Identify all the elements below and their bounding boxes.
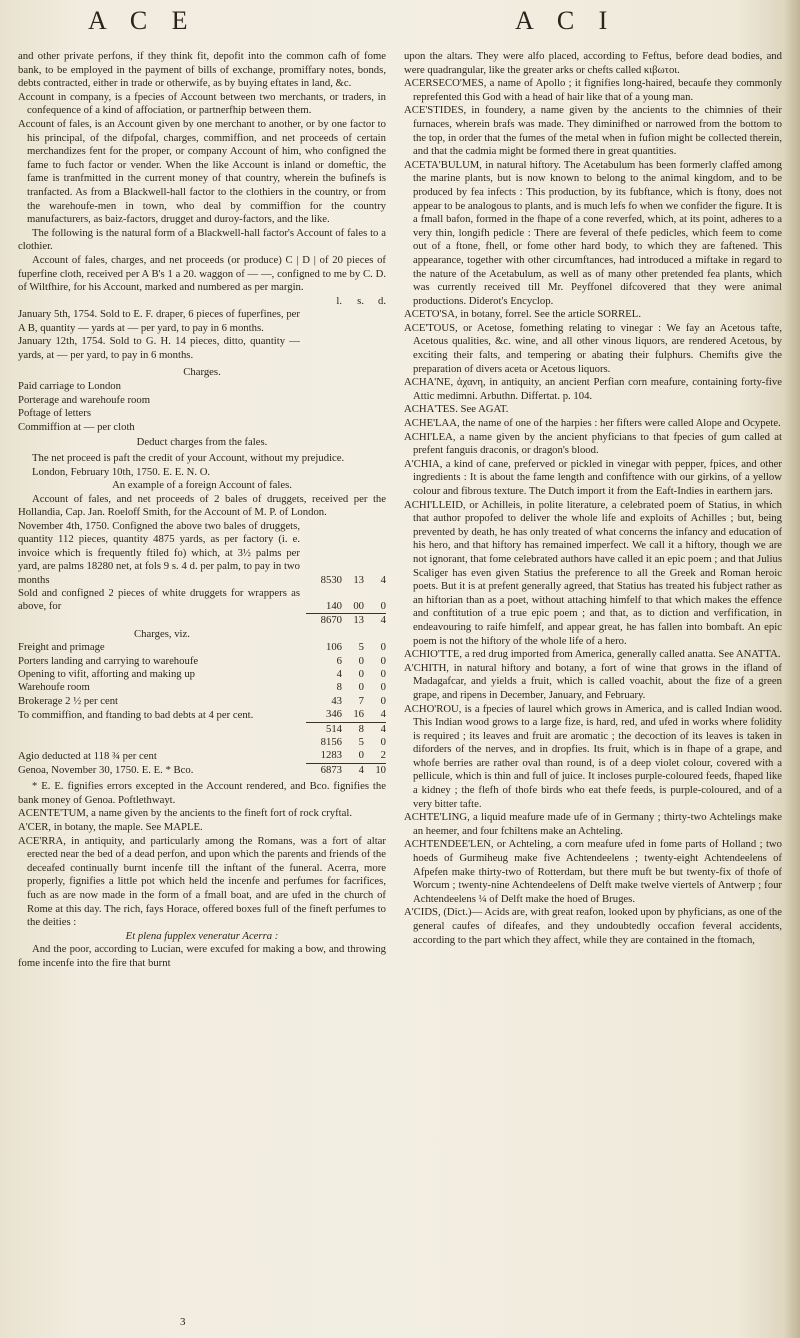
shillings: 0	[358, 681, 364, 694]
pence: 0	[380, 599, 386, 612]
pence: 0	[380, 667, 386, 680]
account-row	[18, 587, 386, 614]
charge-item: Porterage and warehoufe room	[18, 393, 151, 406]
page-header	[0, 0, 800, 48]
paragraph: The net proceed is paft the credit of your Account, without my prejudice.	[32, 452, 345, 465]
entry-achilleid: ACHI'LLEID, or Achilleis, in polite literature, a celebrated poem of Statius, in which that author propofed to deliver the whole life and exploits of Achilles ; but, being prevented by death, he has only treated of what concerns the infancy and education of his hero, and that hiftory has remained imperfect. We call it a hiftory, though we are not ignorant, that fome celebrated authors have called it an epic poem ; and that Julius Scaliger has even given Statius the preference to all the Greek and Roman heroic poets. But it is at prefent generally agreed, that Statius has treated his fubject rather as an hiftorian than as a poet, without attaching himfelf to that which makes the effence and conftitution of a true epic poem ; and that, as to diction and verfification, in endeavouring to raife himfelf, and appear great, he has fallen into bombaft. An epic poem is not the hiftory of the whole life of a hero.	[404, 498, 782, 647]
charge-item: Porters landing and carrying to warehoufe	[18, 654, 199, 667]
account-item: November 4th, 1750. Configned the above two bales of druggets, quantity 112 pieces, quantity 4875 yards, as per factory (i. e. invoice which is frequently ftiled fo) which, at 3½ palms per yard, are palms 18280 net, at fols 9 s. 4 d. per palm, to pay in two months	[18, 520, 300, 586]
entry-acetosa: ACETO'SA, in botany, forrel. See the article SORREL.	[404, 308, 642, 321]
entry-achilea: ACHI'LEA, a name given by the ancient phyficians to that fpecies of gum called at prefent fanguis draconis, or dragon's blood.	[404, 430, 782, 457]
pounds: 43	[331, 694, 342, 707]
charge-item: Warehoufe room	[18, 681, 90, 694]
shillings: 7	[358, 694, 364, 707]
pence: 4	[380, 708, 386, 721]
agio-row	[18, 749, 386, 763]
paragraph: And the poor, according to Lucian, were excufed for making a bow, and throwing fome incenfe into the fire that burnt	[18, 943, 386, 969]
pounds: 8670	[306, 614, 342, 628]
sale-entry: January 5th, 1754. Sold to E. F. draper, 6 pieces of fuperfines, per A B, quantity — yards at — per yard, to pay in 6 months.	[18, 308, 300, 334]
subtotal-row	[18, 722, 386, 736]
paragraph: The following is the natural form of a Blackwell-hall factor's Account of fales to a clothier.	[18, 226, 386, 253]
foreign-account-table	[18, 520, 386, 777]
entry-acerra: ACE'RRA, in antiquity, and particularly among the Romans, was a fort of altar erected near the bed of a dead perfon, and upon which the parents and friends of the deceafed continually burnt incenfe till the inftant of the funeral. Acerra, more properly, fignifies a little pot which held the incenfe and perfumes for facrifices, fuch as are now made in the form of a fmall boat, and are ufed in the church of Rome at this day. The rich, fays Horace, offered boxes full of the fineft perfumes to the deities :	[18, 834, 386, 929]
agio-label: Agio deducted at 118 ¾ per cent	[18, 749, 157, 762]
entry-achith: A'CHITH, in natural hiftory and botany, a fort of wine that grows in the ifland of Madagafcar, and yields a fruit, which is called voachit, about the fize of a green grape, and ripens in December, January, and February.	[404, 661, 782, 701]
shillings-label: s.	[357, 294, 364, 307]
pence: 2	[380, 749, 386, 762]
entry-achteling: ACHTE'LING, a liquid meafure made ufe of in Germany ; thirty-two Achtelings make an heemer, and four fchiltens make an Achteling.	[404, 811, 782, 837]
entry-achates: ACHA'TES. See AGAT.	[404, 403, 509, 416]
shillings: 13	[342, 614, 364, 628]
pounds: 140	[325, 599, 342, 612]
entry-account-in-company: Account in company, is a fpecies of Account between two merchants, or traders, in confequence of a kind of affociation, or partnerfhip between them.	[18, 90, 386, 117]
pence: 4	[380, 573, 386, 586]
paragraph: upon the altars. They were alfo placed, according to Feftus, before dead bodies, and were quadrangular, like the greater arks or chefts called κιβωτοι.	[404, 50, 782, 76]
entry-achane: ACHA'NE, ἀχανη, in antiquity, an ancient Perfian corn meafure, containing forty-five Attic medimni. Arbuthn. Differtat. p. 104.	[404, 376, 782, 402]
pounds-label: l.	[336, 294, 342, 307]
genoa-dateline: Genoa, November 30, 1750. E. E. * Bco.	[18, 763, 194, 776]
dateline: London, February 10th, 1750. E. E. N. O.	[32, 465, 211, 478]
entry-acentetum: ACENTE'TUM, a name given by the ancients to the fineft fort of rock cryftal.	[18, 807, 353, 820]
charge-row	[18, 641, 386, 654]
shillings: 0	[358, 749, 364, 762]
pounds: 8156	[320, 736, 342, 748]
charges-viz: Charges, viz.	[134, 627, 190, 640]
entry-achiotte: ACHIO'TTE, a red drug imported from America, generally called anatta. See ANATTA.	[404, 648, 781, 661]
paragraph: Account of fales, and net proceeds of 2 bales of druggets, received per the Hollandia, Cap. Jan. Roeloff Smith, for the Account of M. P. of London.	[18, 492, 386, 519]
subtotal-row	[18, 614, 386, 628]
right-column	[404, 50, 782, 947]
paragraph: Account of fales, charges, and net proceeds (or produce) C | D | of 20 pieces of fuperfine cloth, received per A B's 1 a 20. waggon of — —, configned to me by C. D. of Wiltfhire, for his Account, marked and numbered as per margin.	[18, 253, 386, 294]
entry-acids: A'CIDS, (Dict.)— Acids are, with great reafon, looked upon by phyficians, as one of the general caufes of difeafes, and they undoubtedly occafion feveral accidents, according to the part which they affect, while they are contained in the ftomach,	[404, 906, 782, 946]
pence: 0	[380, 654, 386, 667]
lsd-header	[18, 295, 386, 308]
charge-row	[18, 695, 386, 708]
charge-item: Opening to vifit, afforting and making up	[18, 667, 196, 680]
footnote: * E. E. fignifies errors excepted in the Account rendered, and Bco. fignifies the bank money of Genoa. Poftlethwayt.	[18, 780, 386, 806]
pounds: 1283	[320, 749, 342, 762]
charge-row	[18, 708, 386, 722]
entry-acersecomes: ACERSECO'MES, a name of Apollo ; it fignifies long-haired, becaufe they commonly reprefented this God with a head of hair like that of a young man.	[404, 77, 782, 103]
shillings: 4	[342, 763, 364, 777]
pounds: 6873	[306, 763, 342, 777]
charge-item: Brokerage 2 ½ per cent	[18, 694, 119, 707]
pounds: 8	[336, 681, 342, 694]
shillings: 0	[358, 654, 364, 667]
latin-quotation: Et plena fupplex veneratur Acerra :	[125, 929, 279, 942]
pounds: 106	[325, 641, 342, 654]
entry-acestides: ACE'STIDES, in foundery, a name given by the ancients to the chimnies of their furnaces, wherein brafs was made. They diminifhed or narrowed from the bottom to the top, in order that the fumes of the metal when in fufion might be collected therein, and that the cadmia might be formed there in great quantities.	[404, 104, 782, 158]
pence: 10	[364, 763, 386, 777]
pence: 0	[380, 694, 386, 707]
pence: 4	[364, 722, 386, 736]
entry-acetous: ACE'TOUS, or Acetose, fomething relating to vinegar : We fay an Acetous tafte, Acetous qualities, &c. wine, and all other vinous liquors, are rendered Acetous, by exciting their falts, and tempering or abating their fulphurs. Chemifts give the preparation of divers aceta or Acetous liquors.	[404, 321, 782, 375]
section-heading: An example of a foreign Account of fales.	[112, 479, 292, 492]
charge-item: Commiffion at — per cloth	[18, 420, 135, 433]
shillings: 0	[358, 667, 364, 680]
entry-achorou: ACHO'ROU, is a fpecies of laurel which grows in America, and is called Indian wood. This Indian wood grows to a large fize, is hard, red, and ufed in works where folidity is required ; its leaves and fruit are aromatic ; the decoction of its leaves is taken in diforders of the nerves, and in dropfies. Its fruit, which is in fhape of a grape, and whofe berries are rather oval than round, is of a deep violet colour, covered with a pellicule, which is thin and full of juice. It incloses purple-coloured feeds, fhaped like a kidney ; the flefh of thofe birds who eat thefe feeds, is purple-coloured, and of a very bitter tafte.	[404, 702, 782, 810]
pence: 0	[380, 681, 386, 694]
subtotal-row	[18, 736, 386, 749]
pounds: 6	[336, 654, 342, 667]
running-head-left: A C E	[88, 6, 197, 35]
deduct-charges: Deduct charges from the fales.	[136, 436, 268, 449]
shillings: 13	[353, 573, 364, 586]
pence: 4	[364, 614, 386, 628]
entry-account-of-sales: Account of fales, is an Account given by one merchant to another, or by one factor to his principal, of the difpofal, charges, commiffion, and net proceeds of certain merchandizes fent for the proper, or company Account of him, who configned the fame to fuch factor or vender. When the like Account is inland or domeftic, the fame is tranfmitted in the current money of that country, wherein the bufinefs is tranfacted. As from a Blackwell-hall factor to the clothiers in the country, or from the warehoufe-men in town, who deal by commiffion for the country manufacturers, as baiz-factors, drugget and duroy-factors, and the like.	[18, 117, 386, 226]
entry-achtendeelen: ACHTENDEE'LEN, or Achteling, a corn meafure ufed in fome parts of Holland ; two hoeds of Gurmiheug make five Achtendeelens ; twenty-eight Achtendeelens of Afpefen make thirty-two of Rotterdam, but there muft be but twenty-fix of thofe of Worcum ; twenty-nine Achtendeelens of Delft make twelve viertels of Antwerp ; four Achtendeelens ¼ of Delft make the hoed of Bruges.	[404, 838, 782, 905]
account-row	[18, 520, 386, 587]
entry-acer: A'CER, in botany, the maple. See MAPLE.	[18, 821, 203, 833]
charge-row	[18, 655, 386, 668]
charge-row	[18, 668, 386, 681]
entry-achelaa: ACHE'LAA, the name of one of the harpies : her fifters were called Alope and Ocypete.	[404, 417, 781, 430]
shillings: 5	[358, 641, 364, 654]
shillings: 16	[353, 708, 364, 721]
paragraph: and other private perfons, if they think fit, depofit into the common cafh of fome bank, to be employed in the payment of bills of exchange, promiffary notes, bonds, debts contracted, either in trade or otherwife, as by buying eftates in land, &c.	[18, 50, 386, 90]
page-edge-shadow	[784, 0, 800, 1338]
account-item: Sold and configned 2 pieces of white druggets for wrappers as above, for	[18, 587, 300, 613]
shillings: 8	[342, 722, 364, 736]
charge-row	[18, 681, 386, 694]
entry-achia: A'CHIA, a kind of cane, preferved or pickled in vinegar with pepper, fpices, and other ingredients : It is about the fame length and confiftence with our girkins, of a yellow colour and fibrous texture. The Dutch import it from the Eaft-Indies in earthern jars.	[404, 457, 782, 497]
charge-item: Poftage of letters	[18, 407, 92, 420]
pence-label: d.	[377, 294, 386, 307]
charge-item: Freight and primage	[18, 641, 105, 654]
entry-acetabulum: ACETA'BULUM, in natural hiftory. The Acetabulum has been formerly claffed among the marine plants, but is now known to belong to the animal kingdom, and to be produced by fea infects : This production, by its fubftance, which is ftony, does not appear to be analogous to plants, and is much lefs fo when we confider the figure. It is a fmall bafon, formed in the fhape of a cone reverfed, which, at its point, adheres to a very thin, longifh pedicle : There are feveral of thefe pedicles, which feem to come out of a ftone, fhell, or fome other hard body, to which they are faftened. This appearance, together with other circumftances, had introduced a miftake in regard to the nature of the Acetabulum, as well as of many other pretended fea plants, which was currently received till Mr. Peyffonel difcovered that they were animal productions. Diderot's Encyclop.	[404, 158, 782, 307]
pence: 0	[380, 641, 386, 654]
pounds: 514	[306, 722, 342, 736]
shillings: 00	[353, 599, 364, 612]
sale-entry: January 12th, 1754. Sold to G. H. 14 pieces, ditto, quantity — yards, at — per yard, to pay in 6 months.	[18, 335, 300, 361]
pounds: 4	[336, 667, 342, 680]
charge-item: To commiffion, and ftanding to bad debts at 4 per cent.	[18, 708, 254, 721]
pounds: 8530	[320, 573, 342, 586]
total-row	[18, 763, 386, 777]
left-column	[18, 50, 386, 971]
charges-title: Charges.	[183, 366, 221, 379]
charge-item: Paid carriage to London	[18, 380, 121, 393]
pounds: 346	[325, 708, 342, 721]
pence: 0	[380, 736, 386, 748]
signature-mark: 3	[180, 1316, 186, 1328]
shillings: 5	[358, 736, 364, 748]
running-head-right: A C I	[515, 6, 617, 35]
